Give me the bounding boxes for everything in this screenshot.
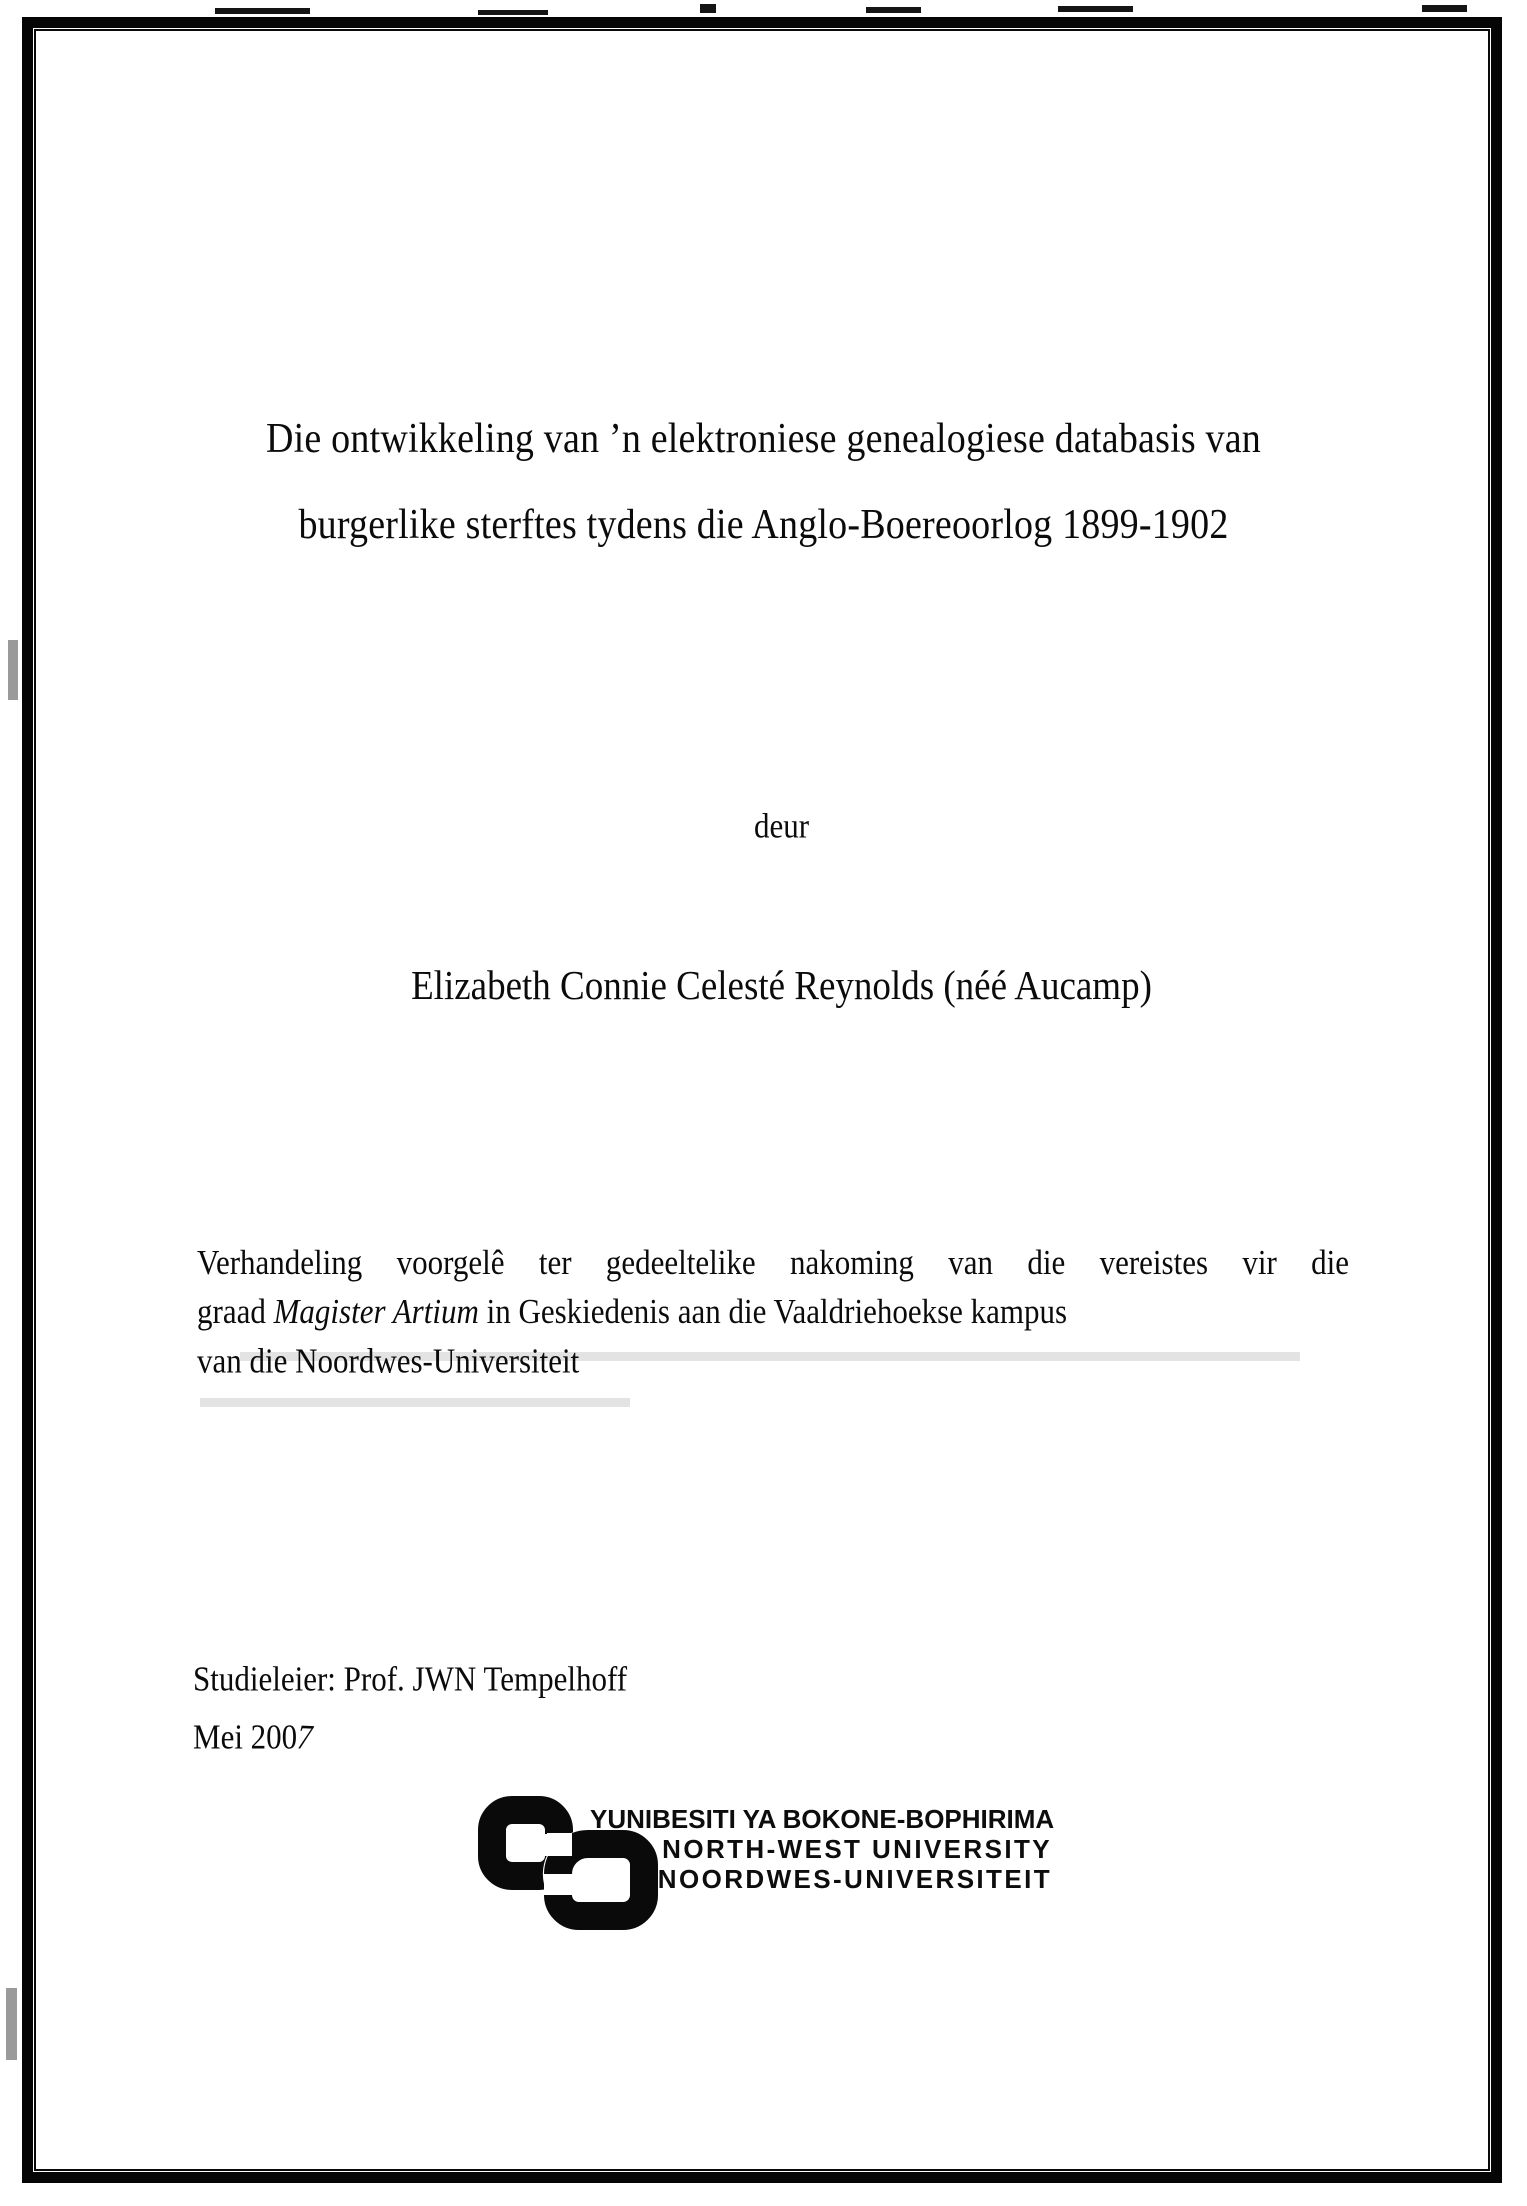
logo-text-setswana: YUNIBESITI YA BOKONE-BOPHIRIMA (590, 1804, 1055, 1834)
logo-text-afrikaans: NOORDWES-UNIVERSITEIT (657, 1864, 1052, 1894)
scan-speckle (866, 7, 921, 13)
scan-ghost-line (200, 1398, 630, 1407)
statement-line-2-pre: graad (197, 1291, 274, 1331)
scan-speckle (6, 1988, 17, 2060)
university-logo-text (590, 1804, 1055, 1894)
date-prefix: Mei 200 (193, 1717, 298, 1757)
statement-line-3: van die Noordwes-Universiteit (197, 1341, 580, 1381)
statement-line-2 (197, 1287, 1349, 1336)
date-line (193, 1708, 627, 1766)
scan-speckle (215, 8, 310, 14)
thesis-title (40, 396, 1487, 568)
date-last-digit: 7 (293, 1716, 318, 1757)
logo-text-english: NORTH-WEST UNIVERSITY (662, 1834, 1052, 1864)
scan-speckle (8, 640, 18, 700)
title-line-1: Die ontwikkeling van ’n elektroniese genealogiese databasis van (266, 415, 1261, 463)
supervisor-line: Studieleier: Prof. JWN Tempelhoff (193, 1658, 628, 1699)
scan-speckle (478, 10, 548, 15)
scan-speckle (1058, 6, 1133, 12)
scan-speckle (700, 4, 716, 13)
title-line-2: burgerlike sterftes tydens die Anglo-Boereoorlog 1899-1902 (298, 501, 1229, 549)
author-name: Elizabeth Connie Celesté Reynolds (néé Aucamp) (411, 963, 1152, 1010)
statement-degree-name: Magister Artium (273, 1291, 479, 1331)
supervisor-block (193, 1650, 627, 1766)
byline-label: deur (753, 806, 810, 846)
statement-line-2-post: in Geskiedenis aan die Vaaldriehoekse kampus (478, 1291, 1068, 1331)
statement-line-1: Verhandeling voorgelê ter gedeeltelike nakoming van die vereistes vir die (197, 1242, 1349, 1282)
scan-speckle (1422, 5, 1467, 12)
degree-statement (197, 1238, 1349, 1386)
university-logo (478, 1796, 1078, 1941)
